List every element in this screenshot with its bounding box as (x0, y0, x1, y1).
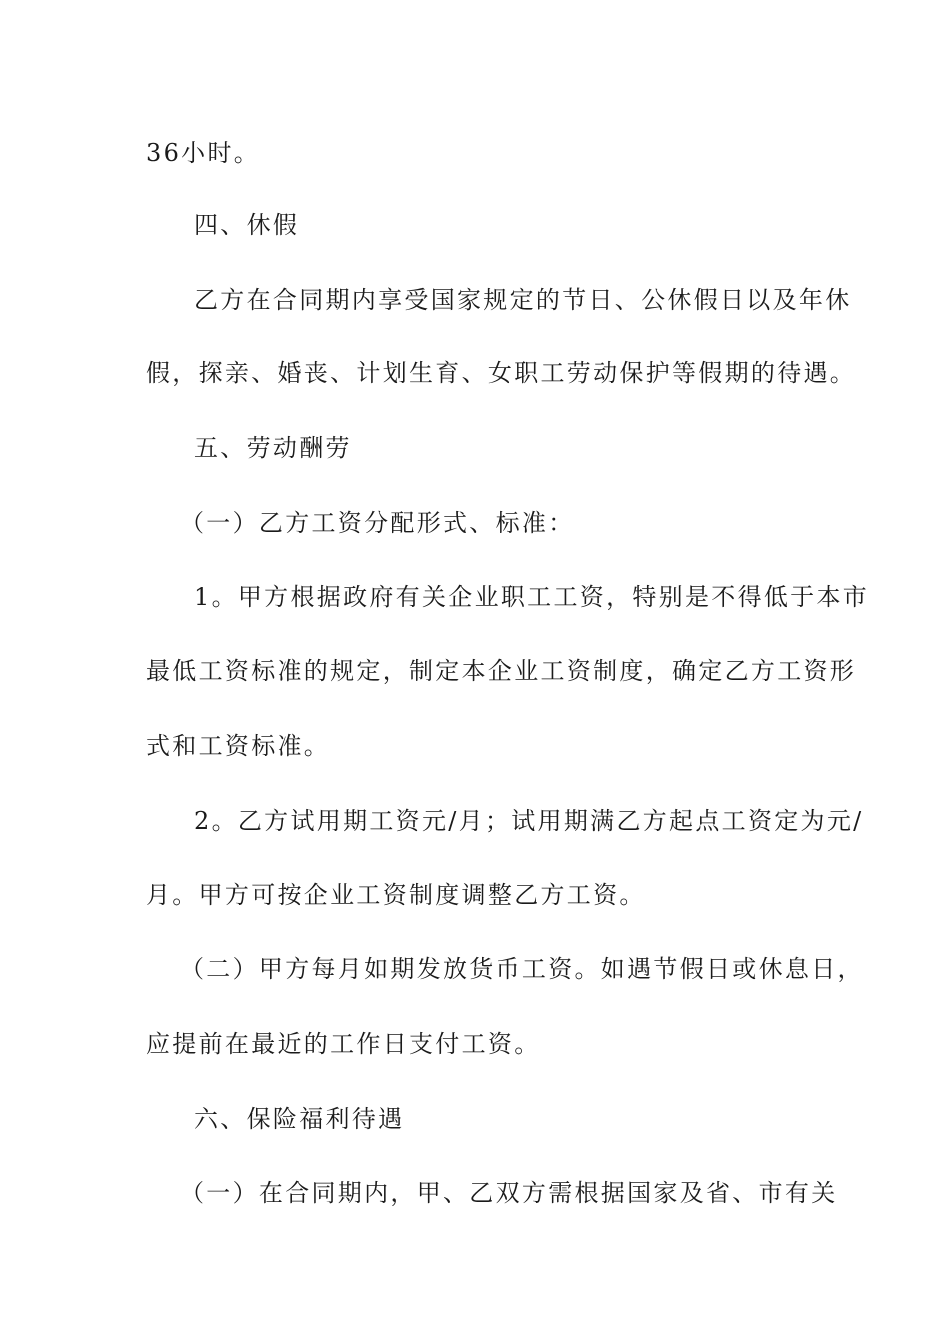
paragraph-line: （二）甲方每月如期发放货币工资。如遇节假日或休息日， (180, 955, 864, 983)
paragraph-line: 乙方在合同期内享受国家规定的节日、公休假日以及年休 (194, 286, 852, 314)
paragraph-line: 月。甲方可按企业工资制度调整乙方工资。 (146, 881, 646, 909)
paragraph-line: 1。甲方根据政府有关企业职工工资，特别是不得低于本市 (194, 583, 870, 611)
paragraph-line: 36小时。 (146, 139, 261, 167)
paragraph-line: 应提前在最近的工作日支付工资。 (146, 1030, 541, 1058)
section-heading-leave: 四、休假 (194, 211, 300, 239)
subsection-heading: （一）乙方工资分配形式、标准： (180, 509, 575, 537)
section-heading-insurance: 六、保险福利待遇 (194, 1105, 405, 1133)
paragraph-line: 式和工资标准。 (146, 732, 331, 760)
paragraph-line: 2。乙方试用期工资元/月；试用期满乙方起点工资定为元/ (194, 807, 864, 835)
paragraph-line: 最低工资标准的规定，制定本企业工资制度，确定乙方工资形 (146, 657, 857, 685)
section-heading-remuneration: 五、劳动酬劳 (194, 434, 352, 462)
paragraph-line: （一）在合同期内，甲、乙双方需根据国家及省、市有关 (180, 1179, 838, 1207)
paragraph-line: 假，探亲、婚丧、计划生育、女职工劳动保护等假期的待遇。 (146, 359, 857, 387)
